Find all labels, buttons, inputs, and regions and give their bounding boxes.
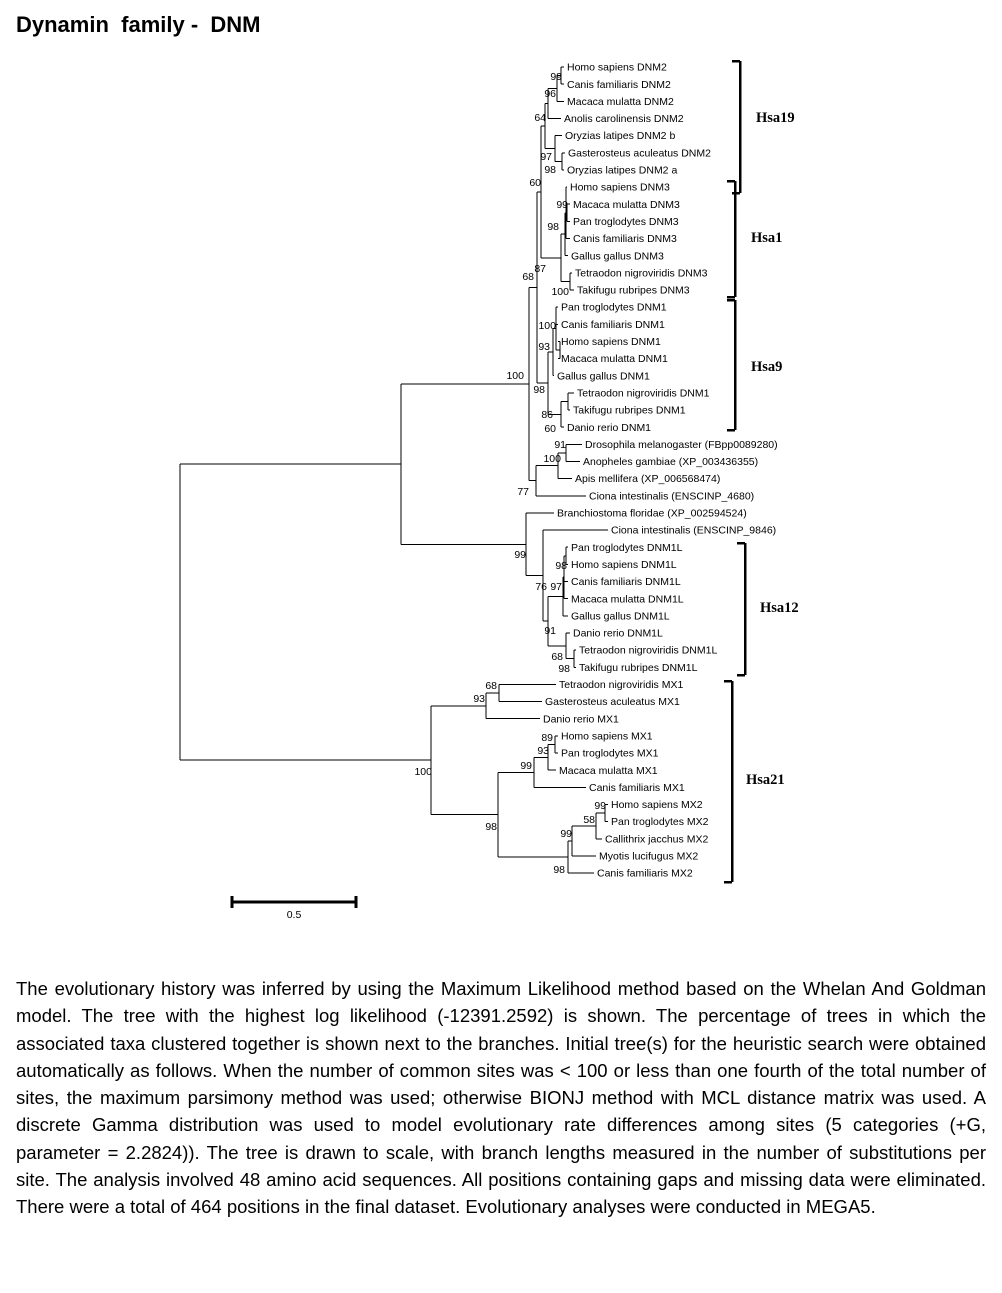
group-label: Hsa21 xyxy=(746,772,785,788)
bootstrap-value: 87 xyxy=(534,263,546,275)
taxon-label: Homo sapiens MX1 xyxy=(561,730,653,743)
group-bracket xyxy=(732,61,795,193)
bootstrap-value: 93 xyxy=(473,693,485,705)
bootstrap-value: 89 xyxy=(541,732,553,744)
bootstrap-value: 100 xyxy=(543,453,561,465)
taxon-label: Gasterosteus aculeatus DNM2 xyxy=(568,147,711,160)
page-title: Dynamin family - DNM xyxy=(16,12,261,37)
taxon-label: Anolis carolinensis DNM2 xyxy=(564,113,684,126)
taxon-label: Homo sapiens DNM3 xyxy=(570,181,670,194)
taxon-label: Canis familiaris MX2 xyxy=(597,867,693,880)
taxon-label: Macaca mulatta DNM1L xyxy=(571,593,684,606)
bootstrap-value: 96 xyxy=(544,88,556,100)
taxon-label: Tetraodon nigroviridis MX1 xyxy=(559,679,684,691)
bootstrap-value: 99 xyxy=(594,800,606,812)
taxon-label: Canis familiaris DNM2 xyxy=(567,78,671,91)
bootstrap-value: 60 xyxy=(544,423,556,435)
taxon-label: Danio rerio MX1 xyxy=(543,713,619,726)
bootstrap-value: 100 xyxy=(506,370,524,382)
taxon-label: Oryzias latipes DNM2 a xyxy=(567,164,678,177)
bootstrap-value: 93 xyxy=(537,745,549,757)
chromosome-groups xyxy=(724,61,799,882)
taxon-label: Macaca mulatta DNM1 xyxy=(561,353,668,366)
taxon-label: Canis familiaris DNM3 xyxy=(573,233,677,246)
group-label: Hsa9 xyxy=(751,359,783,375)
group-bracket xyxy=(727,181,782,297)
taxon-label: Oryzias latipes DNM2 b xyxy=(565,130,676,143)
taxon-label: Apis mellifera (XP_006568474) xyxy=(575,473,721,486)
bootstrap-value: 99 xyxy=(560,828,572,840)
bootstrap-value: 91 xyxy=(554,439,566,451)
bootstrap-value: 97 xyxy=(550,581,562,593)
group-label: Hsa19 xyxy=(756,110,795,126)
bootstrap-value: 68 xyxy=(485,680,497,692)
taxon-label: Pan troglodytes DNM3 xyxy=(573,215,679,228)
bootstrap-value: 100 xyxy=(538,320,556,332)
taxon-label: Danio rerio DNM1 xyxy=(567,421,652,434)
group-bracket xyxy=(737,543,799,675)
group-label: Hsa1 xyxy=(751,230,783,246)
taxon-label: Takifugu rubripes DNM1L xyxy=(579,661,698,674)
taxon-label: Canis familiaris DNM1L xyxy=(571,576,681,589)
bootstrap-value: 98 xyxy=(547,221,559,233)
taxon-label: Myotis lucifugus MX2 xyxy=(599,850,699,863)
taxon-label: Tetraodon nigroviridis DNM1L xyxy=(579,644,718,657)
taxon-label: Homo sapiens MX2 xyxy=(611,799,703,812)
taxon-label: Drosophila melanogaster (FBpp0089280) xyxy=(585,438,778,451)
taxon-label: Anopheles gambiae (XP_003436355) xyxy=(583,456,759,469)
taxon-label: Macaca mulatta DNM2 xyxy=(567,95,674,108)
bootstrap-value: 99 xyxy=(520,760,532,772)
taxon-label: Gallus gallus DNM3 xyxy=(571,250,664,263)
bootstrap-value: 98 xyxy=(533,384,545,396)
taxon-label: Gasterosteus aculeatus MX1 xyxy=(545,696,680,709)
taxon-label: Canis familiaris DNM1 xyxy=(561,318,665,331)
taxon-label: Ciona intestinalis (ENSCINP_4680) xyxy=(589,490,755,503)
taxon-label: Homo sapiens DNM2 xyxy=(567,61,667,74)
taxon-label: Pan troglodytes DNM1 xyxy=(561,301,667,314)
taxon-label: Branchiostoma floridae (XP_002594524) xyxy=(557,507,747,520)
taxon-label: Pan troglodytes MX1 xyxy=(561,747,659,760)
bootstrap-value: 98 xyxy=(555,560,567,572)
bootstrap-value: 98 xyxy=(558,663,570,675)
bootstrap-value: 76 xyxy=(535,581,547,593)
bootstrap-value: 99 xyxy=(556,199,568,211)
group-bracket xyxy=(724,681,785,882)
taxon-label: Ciona intestinalis (ENSCINP_9846) xyxy=(611,524,777,537)
bootstrap-value: 77 xyxy=(517,486,529,498)
bootstrap-value: 64 xyxy=(534,112,546,124)
bootstrap-value: 98 xyxy=(485,821,497,833)
bootstrap-value: 91 xyxy=(544,625,556,637)
figure-caption: The evolutionary history was inferred by using the Maximum Likelihood method based on the Whelan And Goldman model. The tree with the highest log likelihood (-12391.2592) is shown. The percentage of trees in which the associated taxa clustered together is shown next to the branches. Initial tree(s) for the heuristic search were obtained automatically as follows. When the number of common sites was < 100 or less than one fourth of the total number of sites, the maximum parsimony method was used; otherwise BIONJ method with MCL distance matrix was used. A discrete Gamma distribution was used to model evolutionary rate differences among sites (5 categories (+G, parameter = 2.2824)). The tree is drawn to scale, with branch lengths measured in the number of substitutions per site. The analysis involved 48 amino acid sequences. All positions containing gaps and missing data were eliminated. There were a total of 464 positions in the final dataset. Evolutionary analyses were conducted in MEGA5. xyxy=(16,978,986,1218)
group-label: Hsa12 xyxy=(760,600,799,616)
bootstrap-value: 68 xyxy=(522,271,534,283)
bootstrap-value: 100 xyxy=(551,286,569,298)
taxon-label: Pan troglodytes MX2 xyxy=(611,816,709,829)
taxon-label: Pan troglodytes DNM1L xyxy=(571,541,683,554)
taxon-label: Homo sapiens DNM1L xyxy=(571,558,677,571)
scale-bar-label: 0.5 xyxy=(286,909,302,921)
bootstrap-value: 99 xyxy=(514,549,526,561)
taxon-label: Gallus gallus DNM1L xyxy=(571,610,670,623)
bootstrap-value: 60 xyxy=(529,177,541,189)
taxon-label: Macaca mulatta DNM3 xyxy=(573,198,680,211)
taxon-label: Macaca mulatta MX1 xyxy=(559,764,658,777)
bootstrap-value: 98 xyxy=(553,864,565,876)
taxon-label: Gallus gallus DNM1 xyxy=(557,370,650,383)
bootstrap-value: 98 xyxy=(544,164,556,176)
taxon-label: Takifugu rubripes DNM1 xyxy=(573,404,686,417)
bootstrap-value: 97 xyxy=(540,151,552,163)
bootstrap-value: 99 xyxy=(550,71,562,83)
taxon-label: Tetraodon nigroviridis DNM1 xyxy=(577,387,710,400)
bootstrap-value: 68 xyxy=(551,651,563,663)
taxon-label: Callithrix jacchus MX2 xyxy=(605,833,709,846)
taxon-label: Homo sapiens DNM1 xyxy=(561,336,661,348)
taxon-label: Takifugu rubripes DNM3 xyxy=(577,284,690,297)
bootstrap-value: 100 xyxy=(414,766,432,778)
bootstrap-value: 93 xyxy=(538,341,550,353)
taxon-label: Tetraodon nigroviridis DNM3 xyxy=(575,267,708,280)
bootstrap-value: 86 xyxy=(541,409,553,421)
taxon-label: Danio rerio DNM1L xyxy=(573,627,663,640)
taxa-labels xyxy=(543,62,778,880)
taxon-label: Canis familiaris MX1 xyxy=(589,781,685,794)
scale-bar xyxy=(232,896,356,908)
group-bracket xyxy=(727,300,782,430)
bootstrap-value: 58 xyxy=(583,814,595,826)
